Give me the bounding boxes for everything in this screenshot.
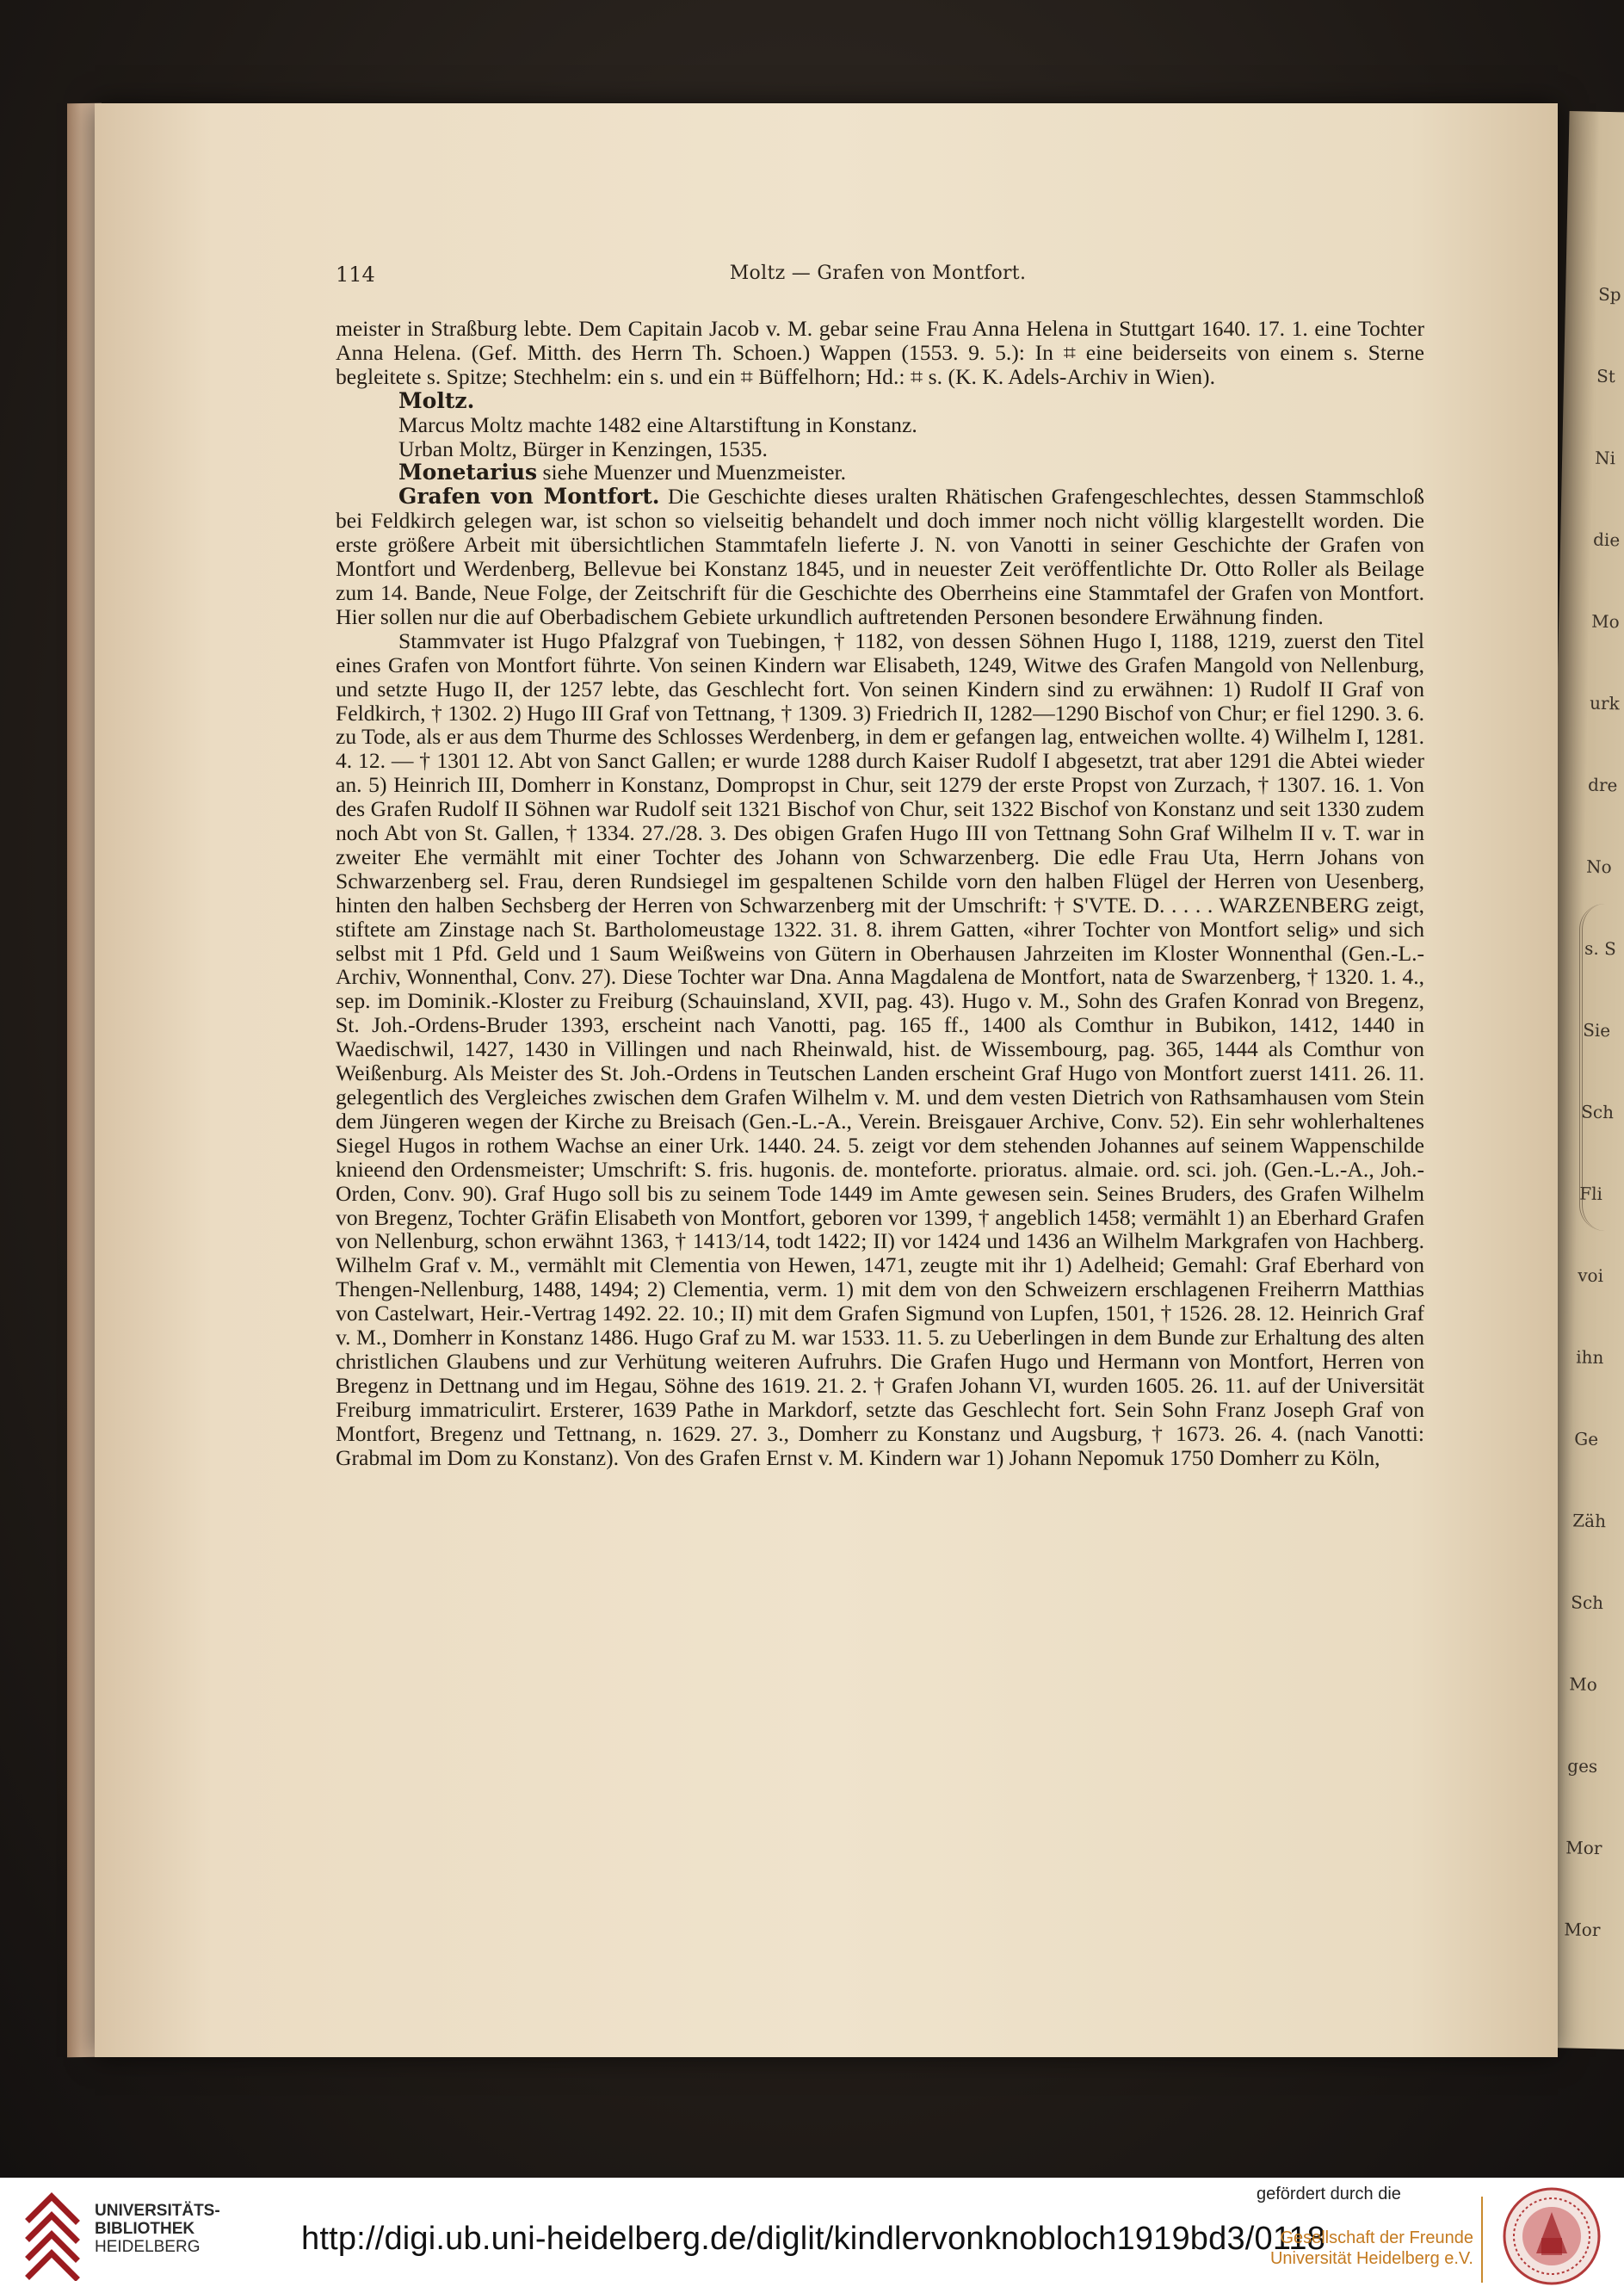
montfort-entry bbox=[336, 485, 1424, 628]
paragraph-intro: meister in Straßburg lebte. Dem Capitain Jacob v. M. gebar seine Frau Anna Helena in Stuttgart 1640. 17. 1. eine Tochter Anna Helena. (Gef. Mitth. des Herrn Th. Schoen.) Wappen (1553. 9. 5.): In ⌗ eine beiderseits von einem s. Sterne begleitete s. Spitze; Stechhelm: ein s. und ein ⌗ Büffelhorn; Hd.: ⌗ s. (K. K. Adels-Archiv in Wien). bbox=[336, 316, 1424, 389]
facing-page-fragment: ihn bbox=[1576, 1346, 1604, 1369]
library-name-line: BIBLIOTHEK bbox=[95, 2220, 195, 2238]
entry-heading: Moltz. bbox=[398, 387, 475, 413]
facing-page-fragment: Fli bbox=[1578, 1183, 1603, 1205]
facing-page-fragment: Ni bbox=[1594, 447, 1616, 469]
facing-page-fragment: s. S bbox=[1584, 937, 1617, 960]
entry-heading: Grafen von Montfort. bbox=[398, 484, 660, 510]
heading-moltz bbox=[336, 389, 1424, 413]
facing-page-fragment: voi bbox=[1577, 1264, 1604, 1287]
university-library-logo-icon bbox=[22, 2190, 83, 2281]
entry-text: Die Geschichte dieses uralten Rhätischen Grafengeschlechtes, dessen Stammschloß bei Feldkirch gelegen war, ist schon so vielseitig behandelt und doch immer noch nicht völlig klargestellt worden. Die erste größere Arbeit mit übersichtlichen Stammtafeln lieferte J. N. von Vanotti in seiner Geschichte der Grafen von Montfort und Werdenberg, Bellevue bei Konstanz 1845, und in neuester Zeit veröffentlichte Dr. Otto Roller als Beilage zum 14. Bande, Neue Folge, der Zeitschrift für die Geschichte des Oberrheins eine Stammtafel der Grafen von Montfort. Hier sollen nur die auf Oberbadischem Gebiete urkundlich auftretenden Personen besondere Erwähnung finden. bbox=[336, 484, 1425, 629]
library-name-line: UNIVERSITÄTS- bbox=[95, 2202, 220, 2220]
sponsor-name-line: Gesellschaft der Freunde bbox=[1280, 2228, 1473, 2247]
facing-page-fragment: Zäh bbox=[1572, 1510, 1607, 1532]
facing-page-fragment: St bbox=[1596, 365, 1616, 387]
entry-heading: Monetarius bbox=[398, 460, 538, 485]
entry-text: siehe Muenzer und Muenzmeister. bbox=[537, 460, 847, 485]
paragraph-stammvater: Stammvater ist Hugo Pfalzgraf von Tuebingen, † 1182, von dessen Söhnen Hugo I, 1188, 1219, zuerst den Titel eines Grafen von Montfort führte. Von seinen Kindern war Elisabeth, 1249, Witwe des Grafen Mangold von Nellenburg, und setzte Hugo II, der 1257 lebte, das Geschlecht fort. Von seinen Kindern sind zu erwähnen: 1) Rudolf II Graf von Feldkirch, † 1302. 2) Hugo III Graf von Tettnang, † 1309. 3) Friedrich II, 1282—1290 Bischof von Chur; er fiel 1290. 3. 6. zu Tode, als er aus dem Thurme des Schlosses Werdenberg, in dem er gefangen lag, entweichen wollte. 4) Wilhelm I, 1281. 4. 12. — † 1301 12. Abt von Sanct Gallen; er wurde 1288 durch Kaiser Rudolf I abgesetzt, trat aber 1291 die Abtei wieder an. 5) Heinrich III, Domherr in Konstanz, Dompropst in Chur, seit 1279 der erste Propst von Zurzach, † 1307. 16. 1. Von des Grafen Rudolf II Söhnen war Rudolf seit 1321 Bischof von Chur, seit 1322 Bischof von Konstanz und seit 1330 zudem noch Abt von St. Gallen, † 1334. 27./28. 3. Des obigen Grafen Hugo III von Tettnang Sohn Graf Wilhelm II v. T. war in zweiter Ehe vermählt mit einer Tochter des Johann von Schwarzenberg. Die edle Frau Uta, Herrn Johans von Schwarzenberg sel. Frau, deren Rundsiegel im gespaltenen Schilde vorn den halben Flügel der Herren von Uesenberg, hinten den halben Sechsberg der Herren von Schwarzenberg mit der Umschrift: † S'VTE. D. . . . . WARZENBERG zeigt, stiftete am Zinstage nach St. Bartholomeustage 1322. 31. 8. ihrem Gatten, «ihrer Tochter von Montfort selig» und sich selbst mit 1 Pfd. Geld und 1 Saum Weißweins von Gütern in Oberhausen Jahrzeiten im Kloster Wonnenthal (Gen.-L.-Archiv, Wonnenthal, Conv. 27). Diese Tochter war Dna. Anna Magdalena de Montfort, nata de Swarzenberg, † 1320. 1. 4., sep. im Dominik.-Kloster zu Freiburg (Schauinsland, XVII, pag. 43). Hugo v. M., Sohn des Grafen Konrad von Bregenz, St. Joh.-Ordens-Bruder 1393, erscheint nach Vanotti, pag. 165 ff., 1400 als Comthur in Bubikon, 1412, 1440 in Waedischwil, 1427, 1430 in Villingen und nach Rheinwald, hist. de Wissembourg, pag. 365, 1444 als Comthur von Weißenburg. Als Meister des St. Joh.-Ordens in Teutschen Landen erscheint Graf Hugo von Montfort zuerst 1411. 26. 11. gelegentlich des Vergleiches zwischen dem Grafen Wilhelm v. M. und dem vesten Dietrich von Rathsamhausen vom Stein dem Jüngeren wegen der Kirche zu Breisach (Gen.-L.-A., Verein. Breisgauer Archive, Conv. 52). Ein sehr wohlerhaltenes Siegel Hugos in rothem Wachse an einer Urk. 1440. 24. 5. zeigt vor dem stehenden Johannes auf seinem Wappenschilde knieend den Ordensmeister; Umschrift: S. fris. hugonis. de. monteforte. prioratus. almaie. ord. sci. joh. (Gen.-L.-A., Joh.-Orden, Conv. 90). Graf Hugo soll bis zu seinem Tode 1449 im Amte gewesen sein. Seines Bruders, des Grafen Wilhelm von Bregenz, Tochter Gräfin Elisabeth von Montfort, geboren vor 1399, † angeblich 1458; vermählt 1) an Eberhard Grafen von Nellenburg, schon erwähnt 1363, † 1413/14, todt 1422; II) vor 1424 und 1436 an Wilhelm Markgrafen von Hachberg. Wilhelm Graf v. M., vermählt mit Clementia von Hewen, 1471, zeugte mit ihr 1) Adelheid; Gemahl: Graf Eberhard von Thengen-Nellenburg, 1488, 1494; 2) Clementia, verm. 1) mit dem von den Schweizern erschlagenen Freiherrn Matthias von Castelwart, Heir.-Vertrag 1492. 22. 10.; II) mit dem Grafen Sigmund von Lupfen, 1501, † 1526. 28. 12. Heinrich Graf v. M., Domherr in Konstanz 1486. Hugo Graf zu M. war 1533. 11. 5. zu Ueberlingen in dem Bunde zur Erhaltung des alten christlichen Glaubens und zur Verhütung weiteren Aufruhrs. Die Grafen Hugo und Hermann von Montfort, Herren von Bregenz in Dettnang und im Hegau, Söhne des 1619. 21. 2. † Grafen Johann VI, wurden 1605. 26. 11. auf der Universität Freiburg immatriculirt. Ersterer, 1639 Pathe in Markdorf, setzte das Geschlecht fort. Sein Sohn Franz Joseph Graf von Montfort, Bregenz und Tettnang, n. 1629. 27. 3., Domherr zu Konstanz und Augsburg, † 1673. 26. 4. (nach Vanotti: Grabmal im Dom zu Konstanz). Von des Grafen Ernst v. M. Kindern war 1) Johann Nepomuk 1750 Domherr zu Köln, bbox=[336, 627, 1424, 1470]
facing-page-ornament bbox=[1579, 904, 1624, 1231]
facing-page-fragment: Mo bbox=[1569, 1673, 1598, 1696]
sponsor-name-line: Universität Heidelberg e.V. bbox=[1269, 2249, 1473, 2268]
facing-page-fragment: Mor bbox=[1564, 1919, 1601, 1941]
facing-page-fragment: Mor bbox=[1565, 1837, 1602, 1859]
facing-page-fragment: Sie bbox=[1582, 1019, 1611, 1041]
facing-page-fragment: Sch bbox=[1571, 1592, 1604, 1614]
facing-page-fragment: Mo bbox=[1590, 610, 1620, 633]
running-title: Moltz — Grafen von Montfort. bbox=[729, 263, 1027, 284]
page-number: 114 bbox=[336, 263, 375, 287]
facing-page-fragment: No bbox=[1585, 856, 1612, 878]
monetarius-entry bbox=[336, 460, 1424, 485]
facing-page-fragment: ges bbox=[1567, 1755, 1598, 1777]
facing-page-fragment: die bbox=[1592, 528, 1621, 551]
facing-page-fragment: urk bbox=[1589, 692, 1620, 714]
moltz-entry-1: Marcus Moltz machte 1482 eine Altarstiftung in Konstanz. bbox=[398, 411, 917, 437]
facing-page-fragment: Ge bbox=[1574, 1428, 1599, 1450]
moltz-entry-2: Urban Moltz, Bürger in Kenzingen, 1535. bbox=[398, 436, 768, 461]
library-name bbox=[95, 2202, 220, 2256]
sponsor-label: gefördert durch die bbox=[1257, 2185, 1401, 2203]
sponsor-divider bbox=[1481, 2197, 1483, 2283]
page-body bbox=[336, 317, 1424, 1470]
facing-page-fragment: Sp bbox=[1597, 283, 1621, 306]
library-name-line: HEIDELBERG bbox=[95, 2238, 201, 2256]
viewer-footer bbox=[0, 2178, 1624, 2293]
permalink-url[interactable]: http://digi.ub.uni-heidelberg.de/diglit/kindlervonknobloch1919bd3/0118 bbox=[301, 2221, 1326, 2257]
facing-page-fragment: dre bbox=[1587, 774, 1618, 796]
university-seal-icon bbox=[1502, 2186, 1602, 2286]
page-header bbox=[336, 263, 1420, 294]
facing-page-fragment: Sch bbox=[1580, 1101, 1615, 1123]
sponsor-name bbox=[1257, 2228, 1473, 2269]
